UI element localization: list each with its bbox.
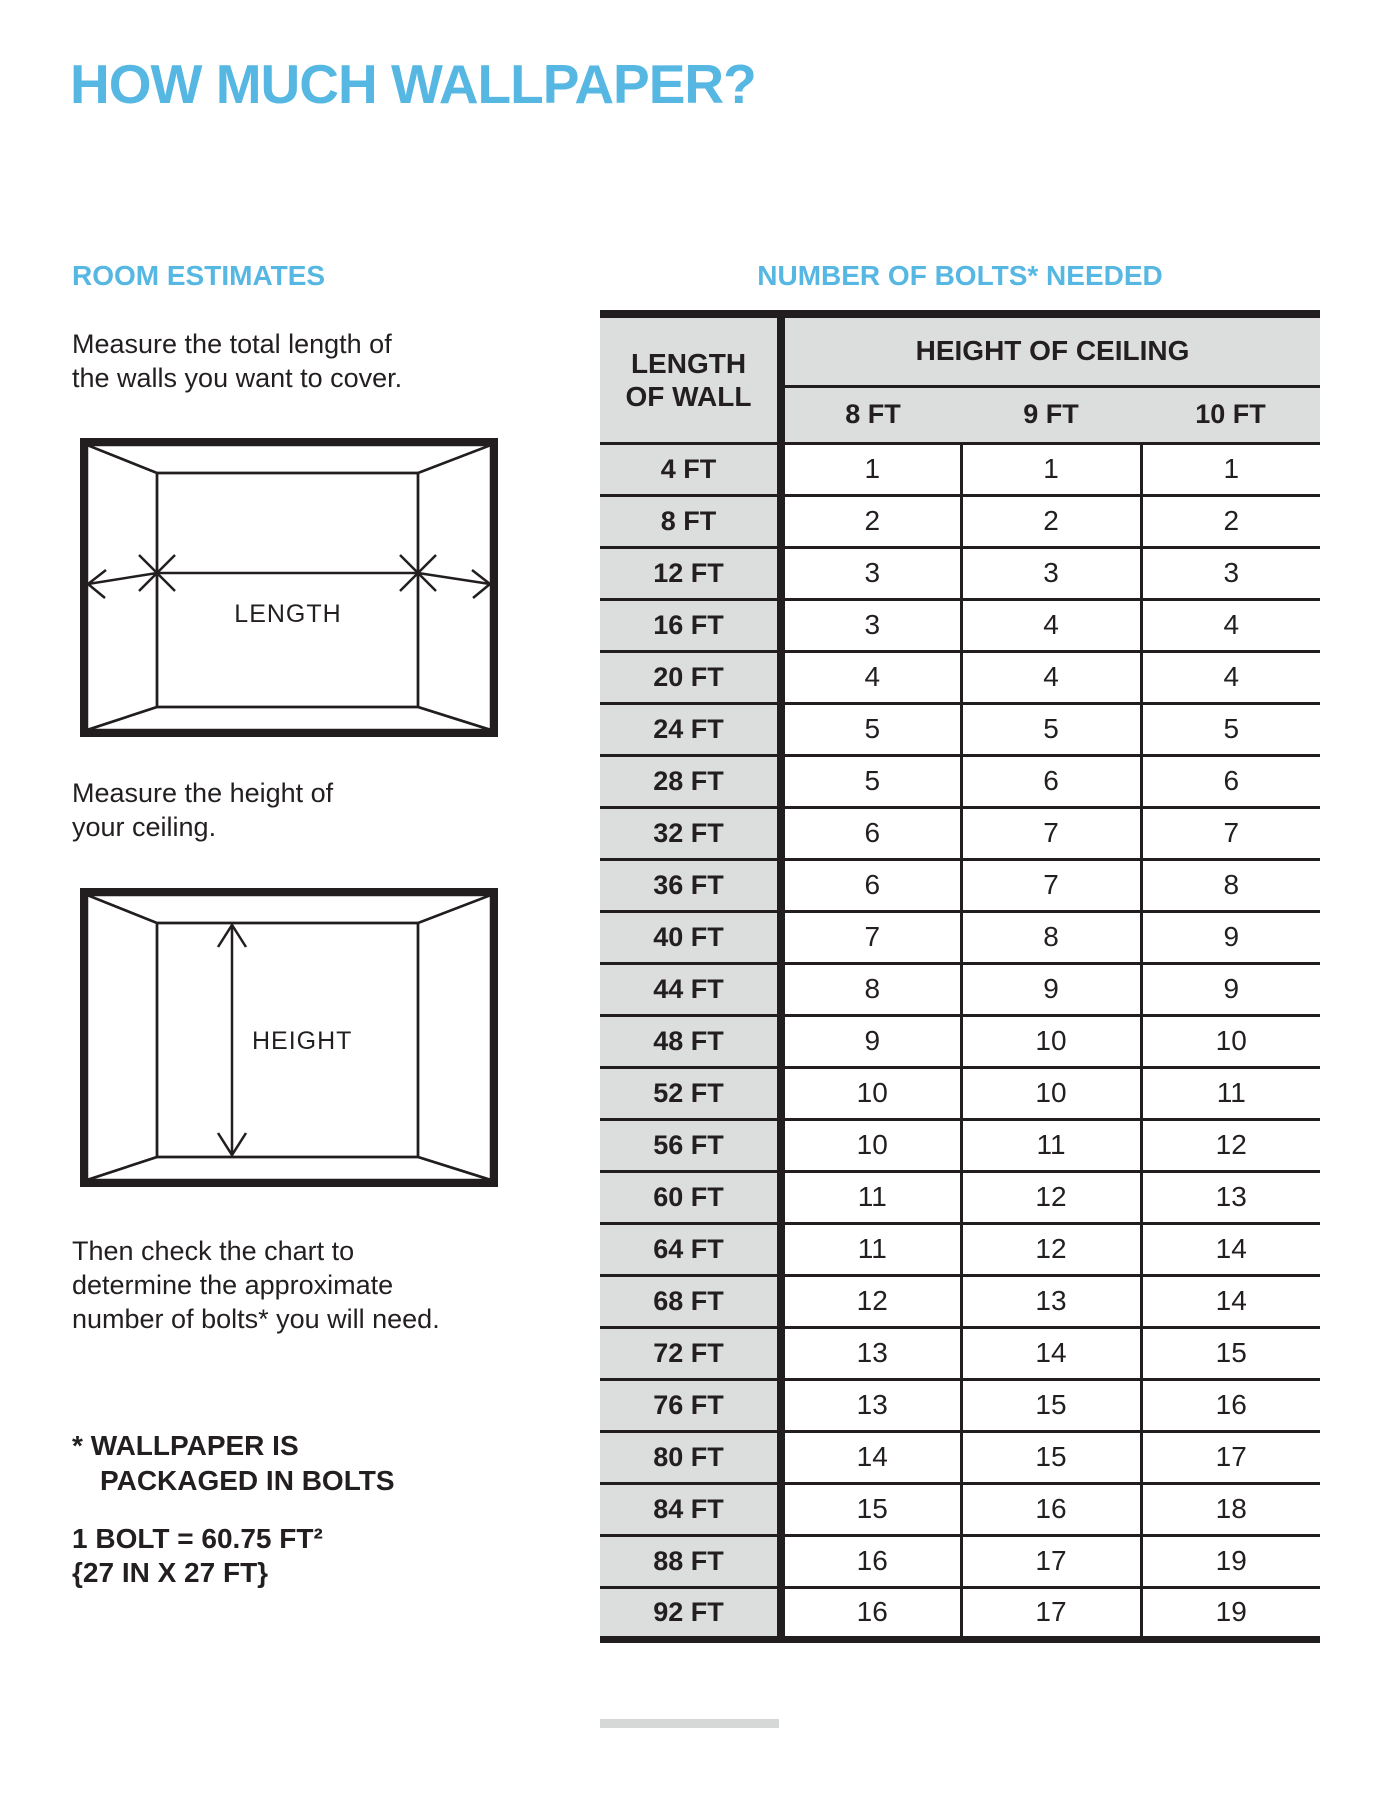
bolt-count-cell: 2 [1141,495,1320,547]
bolt-count-cell: 5 [781,703,961,755]
ceiling-label: CEILING [233,446,345,473]
wall-length-cell: 64 FT [600,1223,781,1275]
room-estimates-heading: ROOM ESTIMATES [72,260,326,291]
bolt-count-cell: 9 [781,1015,961,1067]
bolt-count-cell: 14 [1141,1223,1320,1275]
bolt-count-cell: 12 [1141,1119,1320,1171]
wall-length-cell: 52 FT [600,1067,781,1119]
bolt-count-cell: 18 [1141,1483,1320,1535]
length-of-wall-line2: OF WALL [625,380,752,412]
floor-label: FLOOR [242,705,336,732]
wall-length-cell: 44 FT [600,963,781,1015]
bolt-equation [72,1522,323,1590]
wall-length-cell: 20 FT [600,651,781,703]
bolt-count-cell: 4 [1141,599,1320,651]
column-header-9ft: 9 FT [961,386,1141,443]
table-row [600,963,1320,1015]
column-header-10ft: 10 FT [1141,386,1320,443]
bolt-count-cell: 4 [1141,651,1320,703]
table-row [600,547,1320,599]
bolt-count-cell: 17 [961,1587,1141,1639]
table-row [600,703,1320,755]
bolt-count-cell: 14 [781,1431,961,1483]
bolt-count-cell: 9 [1141,911,1320,963]
table-row [600,443,1320,495]
bolt-count-cell: 13 [781,1379,961,1431]
bolt-count-cell: 14 [961,1327,1141,1379]
bolt-count-cell: 15 [1141,1327,1320,1379]
table-row [600,911,1320,963]
wall-length-cell: 88 FT [600,1535,781,1587]
bolt-count-cell: 14 [1141,1275,1320,1327]
bolts-needed-heading: NUMBER OF BOLTS* NEEDED [757,260,1163,291]
bolt-count-cell: 8 [1141,859,1320,911]
measure-height-text [72,776,333,844]
wall-length-cell: 16 FT [600,599,781,651]
bolt-count-cell: 11 [781,1223,961,1275]
measure-length-text [72,327,402,395]
bolt-count-cell: 4 [961,651,1141,703]
bolt-count-cell: 3 [781,547,961,599]
table-row [600,755,1320,807]
bolt-count-cell: 6 [961,755,1141,807]
floor-label: FLOOR [242,1155,336,1182]
bolt-count-cell: 12 [961,1223,1141,1275]
room-length-diagram [80,438,498,737]
wall-length-cell: 72 FT [600,1327,781,1379]
footnote-line1: WALLPAPER IS [90,1430,299,1461]
bolt-count-cell: 15 [961,1379,1141,1431]
bolt-equation-line1: 1 BOLT = 60.75 FT² [72,1523,323,1554]
bolt-count-cell: 8 [961,911,1141,963]
wall-length-cell: 68 FT [600,1275,781,1327]
bolt-count-cell: 11 [1141,1067,1320,1119]
bolt-count-cell: 11 [781,1171,961,1223]
bolt-count-cell: 6 [1141,755,1320,807]
bolt-count-cell: 12 [781,1275,961,1327]
length-of-wall-line1: LENGTH [630,347,747,379]
check-chart-line2: determine the approximate [72,1270,394,1300]
table-row [600,1223,1320,1275]
table-row [600,1379,1320,1431]
bolt-count-cell: 16 [1141,1379,1320,1431]
bolt-count-cell: 5 [961,703,1141,755]
bolt-count-cell: 6 [781,859,961,911]
wall-length-cell: 24 FT [600,703,781,755]
bolt-count-cell: 10 [961,1067,1141,1119]
ceiling-label: CEILING [233,896,345,923]
bolt-count-cell: 1 [781,443,961,495]
table-footer-strip [600,1719,779,1728]
wall-length-cell: 80 FT [600,1431,781,1483]
bolt-count-cell: 10 [1141,1015,1320,1067]
table-row [600,1535,1320,1587]
bolt-count-cell: 9 [1141,963,1320,1015]
length-of-wall-header [600,314,781,443]
check-chart-text [72,1234,440,1336]
measure-height-line1: Measure the height of [72,778,334,808]
measure-length-line2: the walls you want to cover. [72,363,403,393]
bolt-count-cell: 7 [961,807,1141,859]
bolt-count-cell: 3 [1141,547,1320,599]
table-row [600,495,1320,547]
wall-length-cell: 48 FT [600,1015,781,1067]
measure-height-line2: your ceiling. [72,812,217,842]
bolt-count-cell: 11 [961,1119,1141,1171]
bolt-count-cell: 13 [961,1275,1141,1327]
bolt-count-cell: 16 [781,1587,961,1639]
bolt-count-cell: 17 [961,1535,1141,1587]
bolt-count-cell: 2 [781,495,961,547]
wall-length-cell: 32 FT [600,807,781,859]
wall-length-cell: 36 FT [600,859,781,911]
bolt-count-cell: 7 [961,859,1141,911]
wall-length-cell: 76 FT [600,1379,781,1431]
measure-length-line1: Measure the total length of [72,329,392,359]
bolt-count-cell: 13 [781,1327,961,1379]
table-header-row-1 [600,314,1320,386]
table-row [600,1483,1320,1535]
wall-length-cell: 8 FT [600,495,781,547]
bolt-count-cell: 5 [1141,703,1320,755]
table-row [600,1327,1320,1379]
bolt-footnote [72,1428,395,1498]
wall-length-cell: 12 FT [600,547,781,599]
height-dimension-label: HEIGHT [252,1027,353,1055]
bolt-count-cell: 15 [961,1431,1141,1483]
bolt-count-cell: 19 [1141,1535,1320,1587]
bolt-count-cell: 5 [781,755,961,807]
bolt-count-cell: 10 [781,1119,961,1171]
bolt-count-cell: 1 [1141,443,1320,495]
bolt-count-cell: 10 [961,1015,1141,1067]
wall-length-cell: 28 FT [600,755,781,807]
table-row [600,1431,1320,1483]
room-height-diagram [80,888,498,1187]
bolt-count-cell: 15 [781,1483,961,1535]
wall-length-cell: 92 FT [600,1587,781,1639]
table-row [600,1015,1320,1067]
wall-length-cell: 4 FT [600,443,781,495]
column-header-8ft: 8 FT [781,386,961,443]
bolt-count-cell: 16 [781,1535,961,1587]
table-row [600,1119,1320,1171]
check-chart-line3: number of bolts* you will need. [72,1304,440,1334]
footnote-line2: PACKAGED IN BOLTS [100,1465,395,1496]
bolts-table-body [600,443,1320,1639]
table-row [600,1587,1320,1639]
bolt-count-cell: 8 [781,963,961,1015]
bolt-count-cell: 3 [781,599,961,651]
bolt-count-cell: 7 [1141,807,1320,859]
height-of-ceiling-header: HEIGHT OF CEILING [781,314,1320,386]
bolt-count-cell: 4 [781,651,961,703]
page-title: HOW MUCH WALLPAPER? [70,53,756,115]
table-row [600,859,1320,911]
bolt-count-cell: 10 [781,1067,961,1119]
wall-length-cell: 60 FT [600,1171,781,1223]
wall-length-cell: 40 FT [600,911,781,963]
bolt-count-cell: 2 [961,495,1141,547]
table-row [600,599,1320,651]
length-dimension-label: LENGTH [234,600,342,628]
bolt-count-cell: 1 [961,443,1141,495]
table-row [600,807,1320,859]
table-row [600,651,1320,703]
bolt-count-cell: 16 [961,1483,1141,1535]
bolt-count-cell: 13 [1141,1171,1320,1223]
table-row [600,1171,1320,1223]
bolt-count-cell: 17 [1141,1431,1320,1483]
bolt-equation-line2: {27 IN X 27 FT} [72,1557,269,1588]
bolt-count-cell: 9 [961,963,1141,1015]
check-chart-line1: Then check the chart to [72,1236,355,1266]
wall-length-cell: 56 FT [600,1119,781,1171]
bolt-count-cell: 6 [781,807,961,859]
bolt-count-cell: 12 [961,1171,1141,1223]
wall-length-cell: 84 FT [600,1483,781,1535]
bolt-count-cell: 19 [1141,1587,1320,1639]
bolt-count-cell: 4 [961,599,1141,651]
footnote-marker: * [72,1430,83,1461]
table-row [600,1067,1320,1119]
bolt-count-cell: 3 [961,547,1141,599]
bolts-table [600,310,1320,1643]
table-row [600,1275,1320,1327]
bolt-count-cell: 7 [781,911,961,963]
